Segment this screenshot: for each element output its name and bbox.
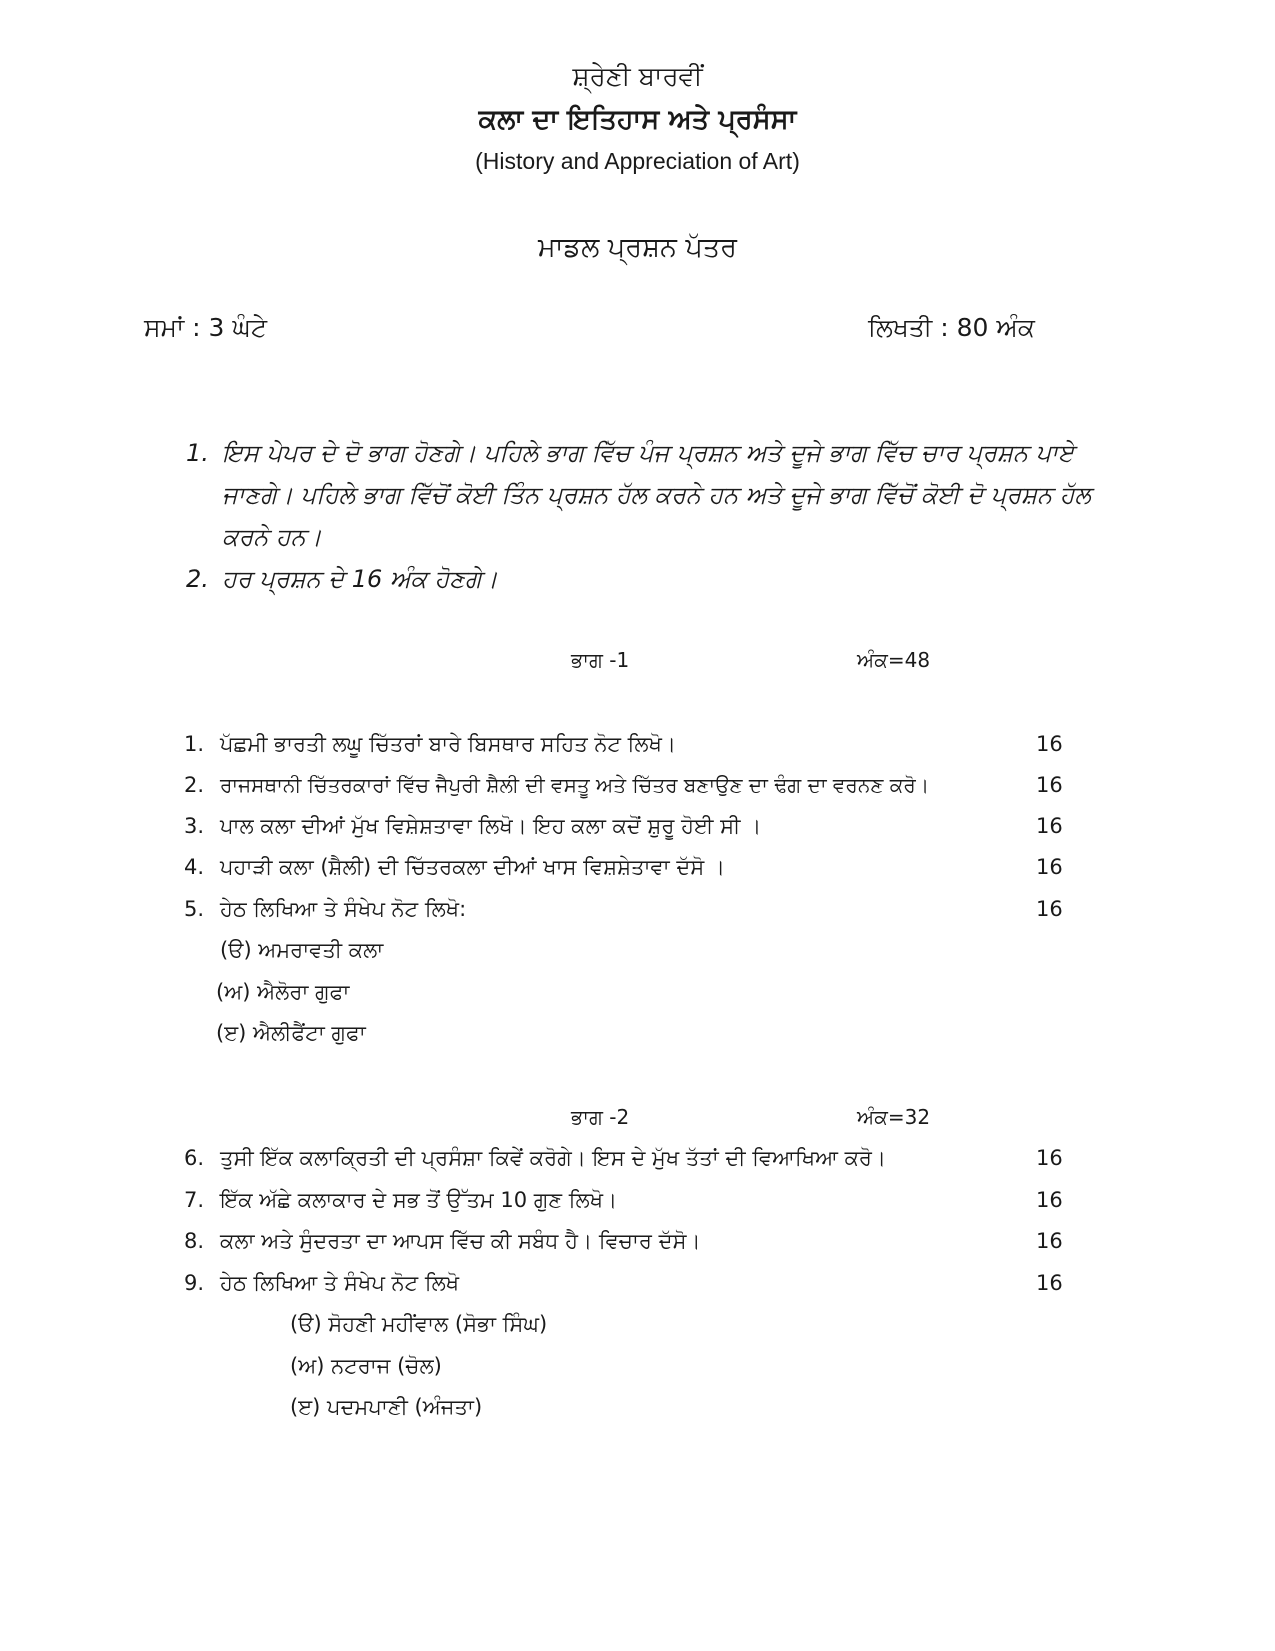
section-marks: ਅੰਕ=32 [857,1105,931,1129]
question-number: 7. [184,1188,205,1212]
instruction-number: 1. [186,439,209,467]
paper-type: ਮਾਡਲ ਪ੍ਰਸ਼ਨ ਪੱਤਰ [538,232,737,263]
section-marks: ਅੰਕ=48 [857,648,931,672]
question-number: 3. [184,814,205,838]
question-text: ਰਾਜਸਥਾਨੀ ਚਿੱਤਰਕਾਰਾਂ ਵਿੱਚ ਜੈਪੁਰੀ ਸ਼ੈਲੀ ਦੀ ਵਸਤੂ ਅਤੇ ਚਿੱਤਰ ਬਣਾਉਣ ਦਾ ਢੰਗ ਦਾ ਵਰਨਣ ਕਰੋ। [220,773,930,797]
instruction-number: 2. [186,565,209,593]
subject-title-english: (History and Appreciation of Art) [475,148,800,174]
instruction-text: ਹਰ ਪ੍ਰਸ਼ਨ ਦੇ 16 ਅੰਕ ਹੋਣਗੇ। [222,565,498,593]
sub-item: (ਅ) ਐਲੋਰਾ ਗੁਫਾ [216,980,350,1004]
question-marks: 16 [1036,897,1063,921]
question-marks: 16 [1036,855,1063,879]
question-marks: 16 [1036,1271,1063,1295]
section-label: ਭਾਗ -2 [571,1105,630,1129]
time-allowed: ਸਮਾਂ : 3 ਘੰਟੇ [144,313,267,342]
subject-title: ਕਲਾ ਦਾ ਇਤਿਹਾਸ ਅਤੇ ਪ੍ਰਸੰਸਾ [478,104,797,135]
question-marks: 16 [1036,732,1063,756]
sub-item: (ੲ) ਪਦਮਪਾਣੀ (ਅੰਜਤਾ) [290,1395,483,1419]
question-text: ਤੁਸੀ ਇੱਕ ਕਲਾਕ੍ਰਿਤੀ ਦੀ ਪ੍ਰਸੰਸ਼ਾ ਕਿਵੇਂ ਕਰੋਗੇ। ਇਸ ਦੇ ਮੁੱਖ ਤੱਤਾਂ ਦੀ ਵਿਆਖਿਆ ਕਰੋ। [220,1146,887,1170]
question-text: ਪਹਾੜੀ ਕਲਾ (ਸ਼ੈਲੀ) ਦੀ ਚਿੱਤਰਕਲਾ ਦੀਆਂ ਖਾਸ ਵਿਸ਼ਸ਼ੇਤਾਵਾ ਦੱਸੋ । [220,855,726,879]
sub-item: (ਅ) ਨਟਰਾਜ (ਚੋਲ) [290,1354,442,1378]
question-number: 5. [184,897,205,921]
question-number: 1. [184,732,205,756]
question-number: 6. [184,1146,205,1170]
instruction-text: ਇਸ ਪੇਪਰ ਦੇ ਦੋ ਭਾਗ ਹੋਣਗੇ। ਪਹਿਲੇ ਭਾਗ ਵਿੱਚ ਪੰਜ ਪ੍ਰਸ਼ਨ ਅਤੇ ਦੂਜੇ ਭਾਗ ਵਿੱਚ ਚਾਰ ਪ੍ਰਸ਼ਨ ਪਾਏ ਜਾਣਗੇ। ਪਹਿਲੇ ਭਾਗ ਵਿੱਚੋਂ ਕੋਈ ਤਿੰਨ ਪ੍ਰਸ਼ਨ ਹੱਲ ਕਰਨੇ ਹਨ ਅਤੇ ਦੂਜੇ ਭਾਗ ਵਿੱਚੋਂ ਕੋਈ ਦੋ ਪ੍ਰਸ਼ਨ ਹੱਲ ਕਰਨੇ ਹਨ। [222,439,1091,551]
question-number: 2. [184,773,205,797]
question-marks: 16 [1036,1146,1063,1170]
question-text: ਪੱਛਮੀ ਭਾਰਤੀ ਲਘੂ ਚਿੱਤਰਾਂ ਬਾਰੇ ਬਿਸਥਾਰ ਸਹਿਤ ਨੋਟ ਲਿਖੋ। [220,732,677,756]
section-label: ਭਾਗ -1 [571,648,630,672]
question-text: ਇੱਕ ਅੱਛੇ ਕਲਾਕਾਰ ਦੇ ਸਭ ਤੋਂ ਉੱਤਮ 10 ਗੁਣ ਲਿਖੋ। [220,1188,618,1212]
question-text: ਹੇਠ ਲਿਖਿਆ ਤੇ ਸੰਖੇਪ ਨੋਟ ਲਿਖੋ [220,1271,460,1295]
class-label: ਸ਼੍ਰੇਣੀ ਬਾਰਵੀਂ [572,62,703,92]
question-text: ਹੇਠ ਲਿਖਿਆ ਤੇ ਸੰਖੇਪ ਨੋਟ ਲਿਖੋ: [220,897,467,921]
sub-item: (ੳ) ਸੋਹਣੀ ਮਹੀਂਵਾਲ (ਸੋਭਾ ਸਿੰਘ) [290,1312,548,1336]
question-marks: 16 [1036,1188,1063,1212]
question-text: ਕਲਾ ਅਤੇ ਸੁੰਦਰਤਾ ਦਾ ਆਪਸ ਵਿੱਚ ਕੀ ਸਬੰਧ ਹੈ। ਵਿਚਾਰ ਦੱਸੋ। [220,1229,701,1253]
question-number: 4. [184,855,205,879]
question-number: 9. [184,1271,205,1295]
question-marks: 16 [1036,814,1063,838]
question-number: 8. [184,1229,205,1253]
question-marks: 16 [1036,773,1063,797]
written-marks: ਲਿਖਤੀ : 80 ਅੰਕ [868,313,1035,342]
sub-item: (ੲ) ਐਲੀਫੈਂਟਾ ਗੁਫਾ [216,1021,366,1045]
question-text: ਪਾਲ ਕਲਾ ਦੀਆਂ ਮੁੱਖ ਵਿਸ਼ੇਸ਼ਤਾਵਾ ਲਿਖੋ। ਇਹ ਕਲਾ ਕਦੋਂ ਸ਼ੁਰੂ ਹੋਈ ਸੀ । [220,814,762,838]
sub-item: (ੳ) ਅਮਰਾਵਤੀ ਕਲਾ [220,938,384,962]
question-marks: 16 [1036,1229,1063,1253]
